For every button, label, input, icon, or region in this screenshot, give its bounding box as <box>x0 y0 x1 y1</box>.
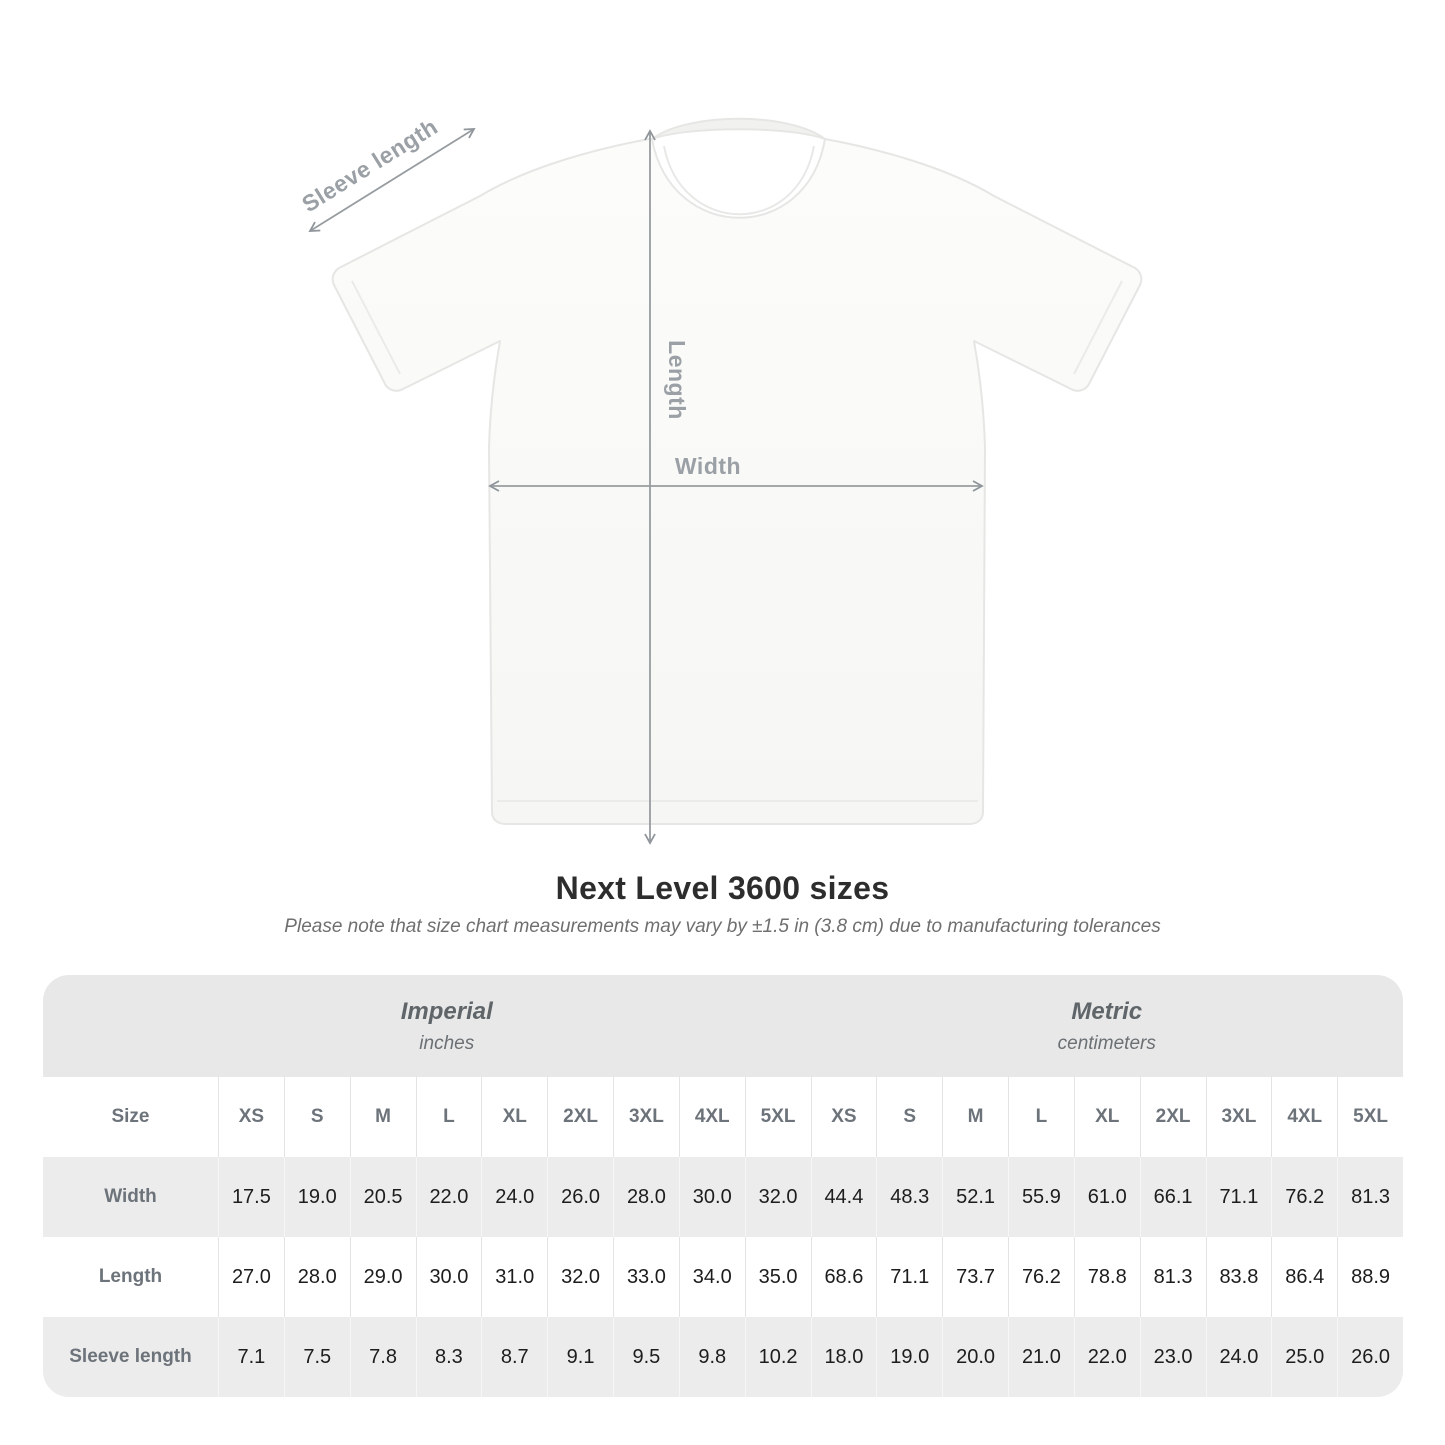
value-cell-imperial: 27.0 <box>218 1237 284 1317</box>
sleeve-length-label: Sleeve length <box>297 113 443 218</box>
value-cell-metric: 66.1 <box>1140 1157 1206 1237</box>
size-column-header: Size <box>43 1077 218 1157</box>
value-cell-metric: 83.8 <box>1206 1237 1272 1317</box>
row-label-cell: Length <box>43 1237 218 1317</box>
size-header-cell: 5XL <box>745 1077 811 1157</box>
value-cell-metric: 52.1 <box>942 1157 1008 1237</box>
size-header-cell: 4XL <box>1271 1077 1337 1157</box>
value-cell-metric: 78.8 <box>1074 1237 1140 1317</box>
value-cell-imperial: 30.0 <box>416 1237 482 1317</box>
value-cell-imperial: 33.0 <box>613 1237 679 1317</box>
size-header-cell: 5XL <box>1337 1077 1403 1157</box>
size-header-cell: 4XL <box>679 1077 745 1157</box>
value-cell-imperial: 19.0 <box>284 1157 350 1237</box>
value-cell-metric: 21.0 <box>1008 1317 1074 1397</box>
value-cell-imperial: 32.0 <box>745 1157 811 1237</box>
value-cell-imperial: 26.0 <box>547 1157 613 1237</box>
value-cell-imperial: 7.5 <box>284 1317 350 1397</box>
value-cell-metric: 71.1 <box>876 1237 942 1317</box>
size-header-cell: M <box>942 1077 1008 1157</box>
value-cell-metric: 88.9 <box>1337 1237 1403 1317</box>
metric-group-name: Metric <box>1071 997 1143 1025</box>
value-cell-metric: 48.3 <box>876 1157 942 1237</box>
tshirt-back-collar <box>652 119 825 139</box>
value-cell-metric: 18.0 <box>811 1317 877 1397</box>
value-cell-imperial: 35.0 <box>745 1237 811 1317</box>
value-cell-metric: 26.0 <box>1337 1317 1403 1397</box>
tshirt-body <box>333 139 1142 824</box>
length-label: Length <box>664 340 690 420</box>
value-cell-imperial: 31.0 <box>481 1237 547 1317</box>
size-header-cell: 3XL <box>613 1077 679 1157</box>
width-label: Width <box>674 453 742 479</box>
size-header-cell: 3XL <box>1206 1077 1272 1157</box>
size-header-cell: M <box>350 1077 416 1157</box>
value-cell-imperial: 10.2 <box>745 1317 811 1397</box>
value-cell-imperial: 34.0 <box>679 1237 745 1317</box>
value-cell-imperial: 9.5 <box>613 1317 679 1397</box>
imperial-group-name: Imperial <box>400 997 493 1025</box>
value-cell-imperial: 9.1 <box>547 1317 613 1397</box>
size-header-cell: 2XL <box>547 1077 613 1157</box>
value-cell-metric: 22.0 <box>1074 1317 1140 1397</box>
value-cell-metric: 61.0 <box>1074 1157 1140 1237</box>
value-cell-metric: 68.6 <box>811 1237 877 1317</box>
value-cell-imperial: 8.7 <box>481 1317 547 1397</box>
value-cell-metric: 20.0 <box>942 1317 1008 1397</box>
value-cell-imperial: 9.8 <box>679 1317 745 1397</box>
value-cell-imperial: 32.0 <box>547 1237 613 1317</box>
size-header-cell: XS <box>218 1077 284 1157</box>
size-header-cell: XL <box>1074 1077 1140 1157</box>
row-label-cell: Sleeve length <box>43 1317 218 1397</box>
value-cell-imperial: 8.3 <box>416 1317 482 1397</box>
value-cell-metric: 76.2 <box>1008 1237 1074 1317</box>
value-cell-metric: 23.0 <box>1140 1317 1206 1397</box>
value-cell-metric: 73.7 <box>942 1237 1008 1317</box>
page-subtitle: Please note that size chart measurements may vary by ±1.5 in (3.8 cm) due to manufacturing tolerances <box>284 916 1161 937</box>
value-cell-imperial: 7.1 <box>218 1317 284 1397</box>
value-cell-metric: 44.4 <box>811 1157 877 1237</box>
value-cell-imperial: 17.5 <box>218 1157 284 1237</box>
size-header-cell: XL <box>481 1077 547 1157</box>
value-cell-imperial: 22.0 <box>416 1157 482 1237</box>
value-cell-metric: 19.0 <box>876 1317 942 1397</box>
value-cell-imperial: 7.8 <box>350 1317 416 1397</box>
value-cell-metric: 71.1 <box>1206 1157 1272 1237</box>
value-cell-metric: 55.9 <box>1008 1157 1074 1237</box>
size-header-cell: 2XL <box>1140 1077 1206 1157</box>
chart-heading <box>0 870 1445 938</box>
size-header-cell: S <box>876 1077 942 1157</box>
value-cell-imperial: 28.0 <box>284 1237 350 1317</box>
size-header-cell: S <box>284 1077 350 1157</box>
value-cell-metric: 25.0 <box>1271 1317 1337 1397</box>
size-header-cell: L <box>416 1077 482 1157</box>
size-table-grid <box>43 975 1403 1397</box>
value-cell-imperial: 20.5 <box>350 1157 416 1237</box>
value-cell-metric: 24.0 <box>1206 1317 1272 1397</box>
imperial-group-unit: inches <box>419 1032 475 1054</box>
value-cell-metric: 86.4 <box>1271 1237 1337 1317</box>
metric-group-unit: centimeters <box>1057 1032 1156 1054</box>
size-header-cell: L <box>1008 1077 1074 1157</box>
value-cell-imperial: 30.0 <box>679 1157 745 1237</box>
value-cell-imperial: 28.0 <box>613 1157 679 1237</box>
metric-group-header <box>811 975 1404 1077</box>
page-title: Next Level 3600 sizes <box>555 870 890 906</box>
row-label-cell: Width <box>43 1157 218 1237</box>
value-cell-metric: 81.3 <box>1337 1157 1403 1237</box>
value-cell-metric: 81.3 <box>1140 1237 1206 1317</box>
value-cell-imperial: 29.0 <box>350 1237 416 1317</box>
imperial-group-header <box>43 975 811 1077</box>
value-cell-imperial: 24.0 <box>481 1157 547 1237</box>
value-cell-metric: 76.2 <box>1271 1157 1337 1237</box>
size-header-cell: XS <box>811 1077 877 1157</box>
